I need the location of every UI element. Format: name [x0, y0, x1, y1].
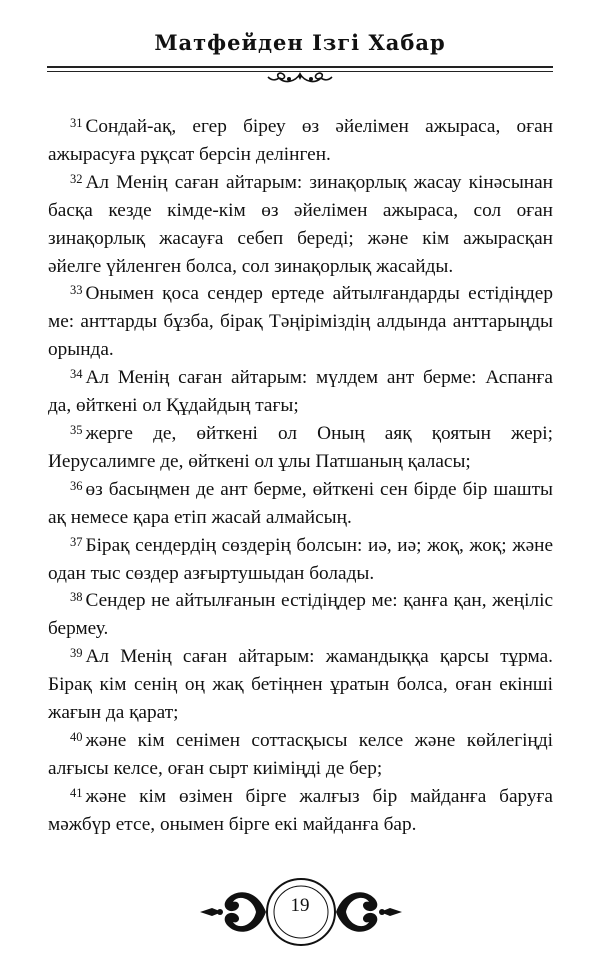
verse-text: Бірақ сендердің сөздерің болсын: иә, иә; жоқ, жоқ; және одан тыс сөздер азғыртушыдан болады. — [48, 534, 553, 584]
verse-number: 35 — [70, 422, 83, 437]
verse-text: өз басыңмен де ант берме, өйткені сен бірде бір шашты ақ немесе қара етіп жасай алмайсың. — [48, 478, 553, 528]
verse-37 — [48, 532, 553, 588]
verse-38 — [48, 587, 553, 643]
verse-text: Сендер не айтылғанын естідіңдер ме: қанға қан, жеңіліс бермеу. — [48, 590, 553, 640]
verse-text: Ал Менің саған айтарым: жамандыққа қарсы тұрма. Бірақ кім сенің оң жақ бетіңнен ұратын болса, оған екінші жағын да қарат; — [48, 646, 553, 724]
verse-text: және кім сенімен соттасқысы келсе және көйлегіңді алғысы келсе, оған сырт киіміңді де бер; — [48, 729, 553, 779]
verse-36 — [48, 476, 553, 532]
verse-31 — [48, 113, 553, 169]
verse-40 — [48, 727, 553, 783]
verse-39 — [48, 643, 553, 727]
verse-number: 38 — [70, 590, 83, 605]
verse-number: 37 — [70, 534, 83, 549]
verse-number: 39 — [70, 646, 83, 661]
verse-text: және кім өзімен бірге жалғыз бір майданға баруға мәжбүр етсе, онымен бірге екі майданға бар. — [48, 785, 553, 835]
scripture-text — [48, 113, 553, 839]
verse-35 — [48, 420, 553, 476]
verse-34 — [48, 364, 553, 420]
verse-text: Ал Менің саған айтарым: мүлдем ант берме: Аспанға да, өйткені ол Құдайдың тағы; — [48, 367, 553, 417]
verse-text: жерге де, өйткені ол Оның аяқ қоятын жері; Иерусалимге де, өйткені ол ұлы Патшаның қаласы; — [48, 422, 553, 472]
verse-41 — [48, 783, 553, 839]
page-number: 19 — [290, 895, 310, 916]
verse-text: Ал Менің саған айтарым: зинақорлық жасау кінәсынан басқа кезде кімде-кім өз әйелімен ажыраса, сол оған зинақорлық жасауға себеп береді; және кім ажырасқан әйелге үйленген болса, сол зинақорлық жасайды. — [48, 171, 553, 277]
verse-number: 41 — [70, 785, 83, 800]
verse-number: 40 — [70, 729, 83, 744]
verse-33 — [48, 280, 553, 364]
verse-text: Онымен қоса сендер ертеде айтылғандарды естідіңдер ме: анттарды бұзба, бірақ Тәңіріміздің алдында анттарыңды орында. — [48, 283, 553, 361]
verse-number: 33 — [70, 283, 83, 298]
verse-32 — [48, 169, 553, 281]
verse-text: Сондай-ақ, егер біреу өз әйелімен ажыраса, оған ажырасуға рұқсат берсін делінген. — [48, 116, 553, 165]
verse-number: 34 — [70, 367, 83, 382]
verse-number: 32 — [70, 171, 83, 186]
running-header-title: Матфейден Ізгі Хабар — [154, 30, 446, 55]
verse-number: 36 — [70, 478, 83, 493]
ornament-icon — [265, 68, 335, 88]
verse-number: 31 — [70, 116, 83, 130]
